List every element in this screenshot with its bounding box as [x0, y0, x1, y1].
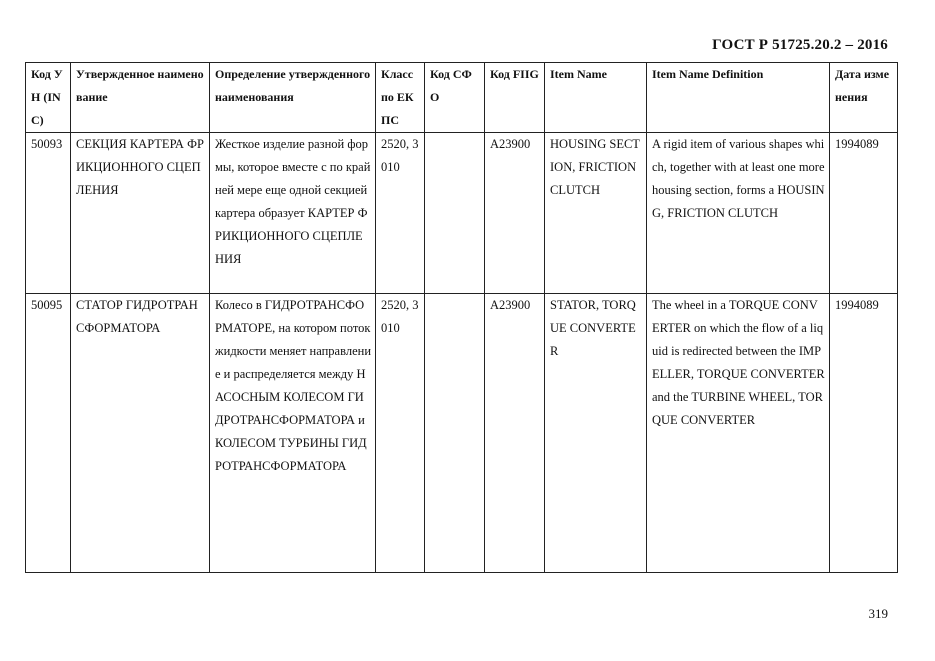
cell-ekps: 2520, 3010 — [376, 294, 425, 573]
cell-definition: Колесо в ГИДРОТРАНСФОРМАТОРЕ, на котором поток жидкости меняет направление и распределяется между НАСОСНЫМ КОЛЕСОМ ГИДРОТРАНСФОРМАТОРА и КОЛЕСОМ ТУРБИНЫ ГИДРОТРАНСФОРМАТОРА — [210, 294, 376, 573]
col-header-inc: Код УН (INC) — [26, 63, 71, 133]
cell-ekps: 2520, 3010 — [376, 133, 425, 294]
page-number: 319 — [868, 606, 888, 621]
cell-name: СТАТОР ГИДРОТРАНСФОРМАТОРА — [71, 294, 210, 573]
cell-inc: 50095 — [26, 294, 71, 573]
cell-fiig: A23900 — [485, 133, 545, 294]
col-header-date: Дата изменения — [830, 63, 898, 133]
col-header-ekps: Класс по ЕКПС — [376, 63, 425, 133]
col-header-definition: Определение утвержденного наименования — [210, 63, 376, 133]
cell-item-name: HOUSING SECTION, FRICTION CLUTCH — [545, 133, 647, 294]
cell-item-definition: A rigid item of various shapes which, together with at least one more housing section, forms a HOUSING, FRICTION CLUTCH — [647, 133, 830, 294]
cell-definition: Жесткое изделие разной формы, которое вместе с по крайней мере еще одной секцией картера образует КАРТЕР ФРИКЦИОННОГО СЦЕПЛЕНИЯ — [210, 133, 376, 294]
col-header-fiig: Код FIIG — [485, 63, 545, 133]
cell-fiig: A23900 — [485, 294, 545, 573]
cell-sfo — [425, 294, 485, 573]
cell-item-definition: The wheel in a TORQUE CONVERTER on which the flow of a liquid is redirected between the IMPELLER, TORQUE CONVERTER and the TURBINE WHEEL, TORQUE CONVERTER — [647, 294, 830, 573]
col-header-sfo: Код СФО — [425, 63, 485, 133]
cell-inc: 50093 — [26, 133, 71, 294]
table-header-row — [26, 63, 898, 133]
cell-date: 1994089 — [830, 294, 898, 573]
cell-name: СЕКЦИЯ КАРТЕРА ФРИКЦИОННОГО СЦЕПЛЕНИЯ — [71, 133, 210, 294]
cell-sfo — [425, 133, 485, 294]
cell-item-name: STATOR, TORQUE CONVERTER — [545, 294, 647, 573]
col-header-name: Утвержденное наименование — [71, 63, 210, 133]
col-header-item-name: Item Name — [545, 63, 647, 133]
cell-date: 1994089 — [830, 133, 898, 294]
col-header-item-definition: Item Name Definition — [647, 63, 830, 133]
table-row — [26, 294, 898, 573]
table-row — [26, 133, 898, 294]
classifier-table — [25, 62, 898, 573]
document-standard-title: ГОСТ Р 51725.20.2 – 2016 — [712, 37, 888, 53]
